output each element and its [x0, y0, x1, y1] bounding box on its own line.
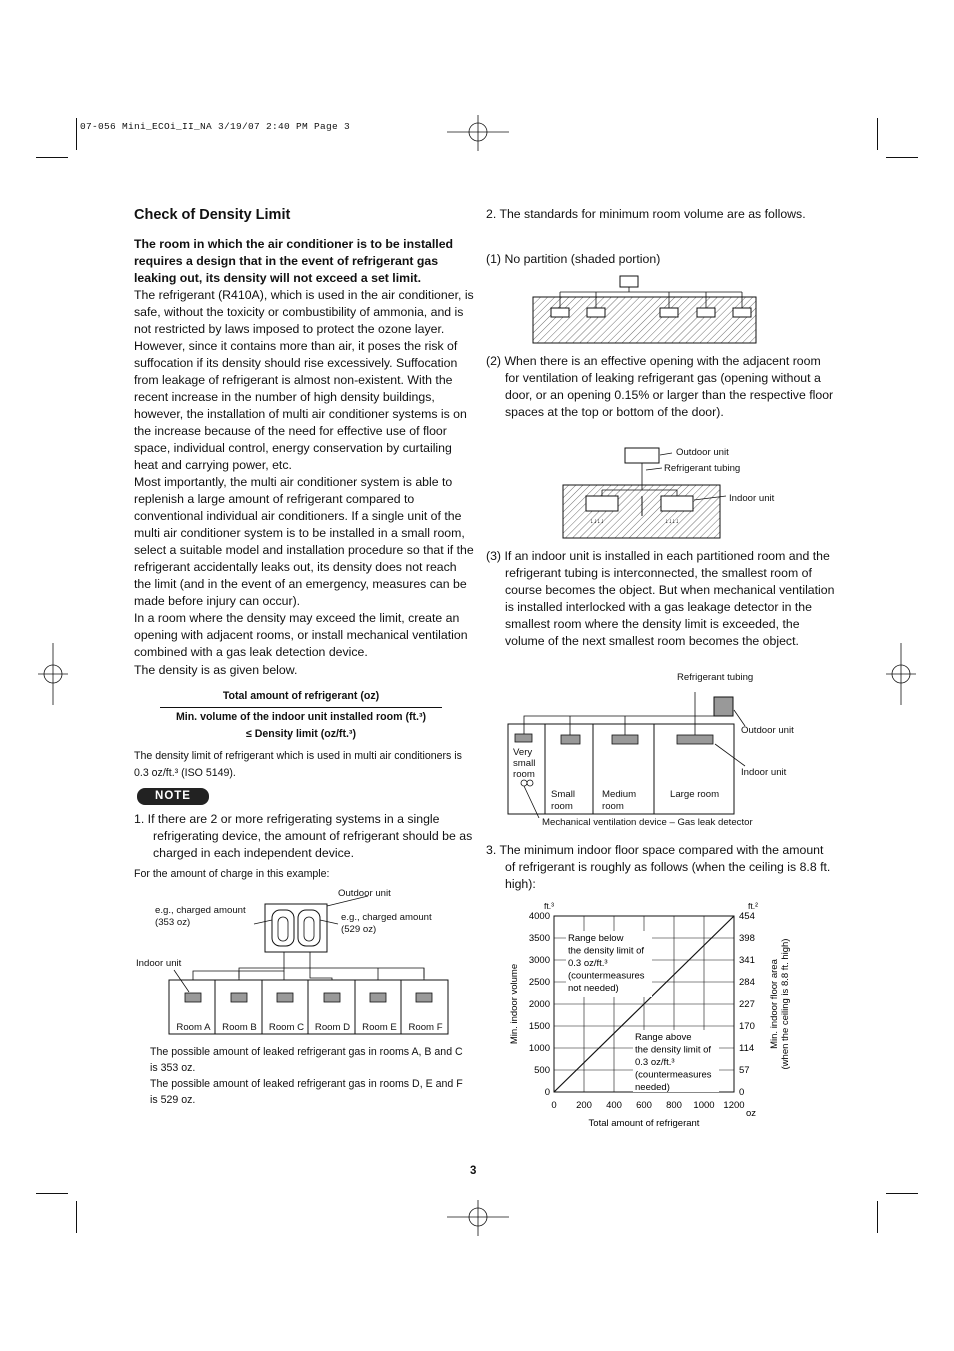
leak-statement-2: The possible amount of leaked refrigerant gas in rooms D, E and F is 529 oz.	[150, 1078, 463, 1106]
y2-tick-label: 284	[739, 977, 755, 988]
leak-statement-1: The possible amount of leaked refrigerant gas in rooms A, B and C is 353 oz.	[150, 1046, 463, 1074]
formula-denominator: Min. volume of the indoor unit installed room (ft.³)	[175, 711, 427, 723]
x-unit-label: oz	[746, 1108, 757, 1119]
annotation-below: Range below the density limit of 0.3 oz/ft.³ (countermeasures not needed)	[568, 933, 645, 994]
partitioned-rooms-diagram	[505, 686, 805, 818]
room-b-label: Room B	[222, 1022, 257, 1033]
y-tick-label: 4000	[528, 911, 550, 922]
y2-tick-label: 227	[739, 999, 755, 1010]
x-axis-label: Total amount of refrigerant	[588, 1118, 700, 1129]
large-room-label: Large room	[670, 789, 720, 800]
x-tick-label: 0	[551, 1100, 557, 1111]
y-tick-label: 0	[544, 1087, 550, 1098]
x-tick-label: 600	[636, 1100, 652, 1111]
y-tick-label: 3500	[528, 933, 550, 944]
registration-mark-top	[447, 115, 509, 151]
y2-tick-label: 398	[739, 933, 755, 944]
very-small-room-label: Very small room	[513, 747, 536, 780]
formula-divider	[160, 707, 442, 708]
y2-axis-label: Min. indoor floor area	[769, 959, 780, 1049]
case2-indoor-label: Indoor unit	[729, 493, 775, 504]
x-tick-label: 1000	[693, 1100, 715, 1111]
paragraph-4: The density is as given below.	[134, 663, 298, 677]
density-chart	[500, 894, 800, 1136]
registration-mark-left	[38, 643, 68, 705]
intro-bold-text: The room in which the air conditioner is to be installed requires a design that in the event of refrigerant gas leaking out, its density will not exceed a set limit.	[134, 237, 454, 285]
density-limit-note: The density limit of refrigerant which is used in multi air conditioners is 0.3 oz/ft.³ (ISO 5149).	[134, 750, 462, 779]
case-1-text: (1) No partition (shaded portion)	[486, 252, 661, 266]
case3-tubing-label: Refrigerant tubing	[677, 672, 754, 683]
case-2-text: (2) When there is an effective opening with the adjacent room for ventilation of leaking refrigerant gas (opening without a door, or an opening 0.15% or larger than the respective floor spaces at the top or bottom of the door).	[486, 354, 834, 419]
svg-text:↓↓↓↓: ↓↓↓↓	[665, 518, 679, 525]
registration-mark-right	[886, 643, 916, 705]
y-axis-label: Min. indoor volume	[509, 963, 520, 1045]
paragraph-3: In a room where the density may exceed the limit, create an opening with adjacent rooms, or install mechanical ventilation combined with a gas leak detection device.	[134, 611, 468, 659]
room-a-label: Room A	[176, 1022, 211, 1033]
y-unit-label: ft.³	[544, 901, 554, 911]
x-tick-label: 400	[606, 1100, 622, 1111]
annotation-above: Range above the density limit of 0.3 oz/ft.³ (countermeasures needed)	[635, 1032, 712, 1093]
case2-tubing-label: Refrigerant tubing	[664, 463, 741, 474]
item-2-text: 2. The standards for minimum room volume are as follows.	[486, 207, 806, 221]
y2-tick-label: 454	[739, 911, 755, 922]
y2-tick-label: 57	[739, 1065, 750, 1076]
outdoor-fan-right	[298, 910, 320, 946]
y2-tick-label: 0	[739, 1087, 745, 1098]
y2-axis-label-sub: (when the ceiling is 8.8 ft. high)	[780, 938, 791, 1070]
room-c-label: Room C	[268, 1022, 305, 1033]
y-tick-label: 1500	[528, 1021, 550, 1032]
y2-tick-label: 114	[739, 1043, 755, 1054]
case-3-text: (3) If an indoor unit is installed in each partitioned room and the refrigerant tubing is interconnected, the smallest room of course becomes the object. But when mechanical ventilation is installed interlocked with a gas leakage detector in the smallest room where the density limit is exceeded, the volume of the next smallest room becomes the object.	[486, 549, 835, 648]
page-title: Check of Density Limit	[134, 207, 291, 223]
note-item-1: 1. If there are 2 or more refrigerating systems in a single refrigerating device, the amount of refrigerant should be as charged in each independent device.	[134, 812, 473, 860]
y2-unit-label: ft.²	[748, 901, 758, 911]
diagram-charged-right: e.g., charged amount (529 oz)	[341, 912, 432, 935]
outdoor-fan-left	[272, 910, 294, 946]
case3-outdoor-label: Outdoor unit	[741, 725, 794, 736]
diagram-indoor-label: Indoor unit	[136, 958, 182, 969]
x-tick-label: 1200	[723, 1100, 745, 1111]
small-room-label: Small room	[551, 789, 575, 812]
y-tick-label: 2500	[528, 977, 550, 988]
paragraph-2: Most importantly, the multi air conditioner system is able to replenish a large amount of refrigerant compared to conventional individual air conditioners. If a single unit of the multi air conditioner system is to be installed in a small room, select a suitable model and installation procedure so that if the refrigerant accidentally leaks out, its density does not reach the limit (and in the event of an emergency, measures can be made before injury can occur).	[134, 475, 474, 608]
print-stamp: 07-056 Mini_ECOi_II_NA 3/19/07 2:40 PM Page 3	[80, 121, 351, 132]
diagram-charged-left: e.g., charged amount (353 oz)	[155, 905, 246, 928]
x-tick-label: 800	[666, 1100, 682, 1111]
y2-tick-label: 170	[739, 1021, 755, 1032]
diagram-outdoor-label: Outdoor unit	[338, 888, 391, 899]
formula-limit: ≤ Density limit (oz/ft.³)	[246, 728, 356, 740]
no-partition-diagram	[530, 272, 760, 346]
y-tick-label: 1000	[528, 1043, 550, 1054]
svg-text:↓↓↓↓: ↓↓↓↓	[590, 518, 604, 525]
y2-tick-label: 341	[739, 955, 755, 966]
registration-mark-bottom	[447, 1200, 509, 1236]
room-e-label: Room E	[362, 1022, 397, 1033]
case2-outdoor-label: Outdoor unit	[676, 447, 729, 458]
room-f-label: Room F	[408, 1022, 443, 1033]
paragraph-1: The refrigerant (R410A), which is used in the air conditioner, is safe, without the toxicity or combustibility of ammonia, and is not restricted by laws imposed to protect the ozone layer. However, since it contains more than air, it poses the risk of suffocation if its density should rise excessively. Suffocation from leakage of refrigerant is almost non-existent. With the recent increase in the number of high density buildings, however, the installation of multi air conditioner systems is on the increase because of the need for effective use of floor space, individual control, energy conservation by curtailing heat and carrying power, etc.	[134, 288, 474, 472]
ventilation-label: Mechanical ventilation device – Gas leak detector	[542, 817, 753, 828]
y-tick-label: 500	[534, 1065, 550, 1076]
case3-indoor-label: Indoor unit	[741, 767, 787, 778]
y-tick-label: 2000	[528, 999, 550, 1010]
page-number: 3	[470, 1165, 477, 1177]
room-d-label: Room D	[314, 1022, 351, 1033]
note-badge: NOTE	[137, 788, 209, 805]
item-3-text: 3. The minimum indoor floor space compared with the amount of refrigerant is roughly as follows (when the ceiling is 8.8 ft. high):	[486, 843, 831, 891]
example-caption: For the amount of charge in this example:	[134, 868, 330, 880]
y-tick-label: 3000	[528, 955, 550, 966]
medium-room-label: Medium room	[602, 789, 637, 812]
x-tick-label: 200	[576, 1100, 592, 1111]
formula-numerator: Total amount of refrigerant (oz)	[222, 690, 380, 702]
